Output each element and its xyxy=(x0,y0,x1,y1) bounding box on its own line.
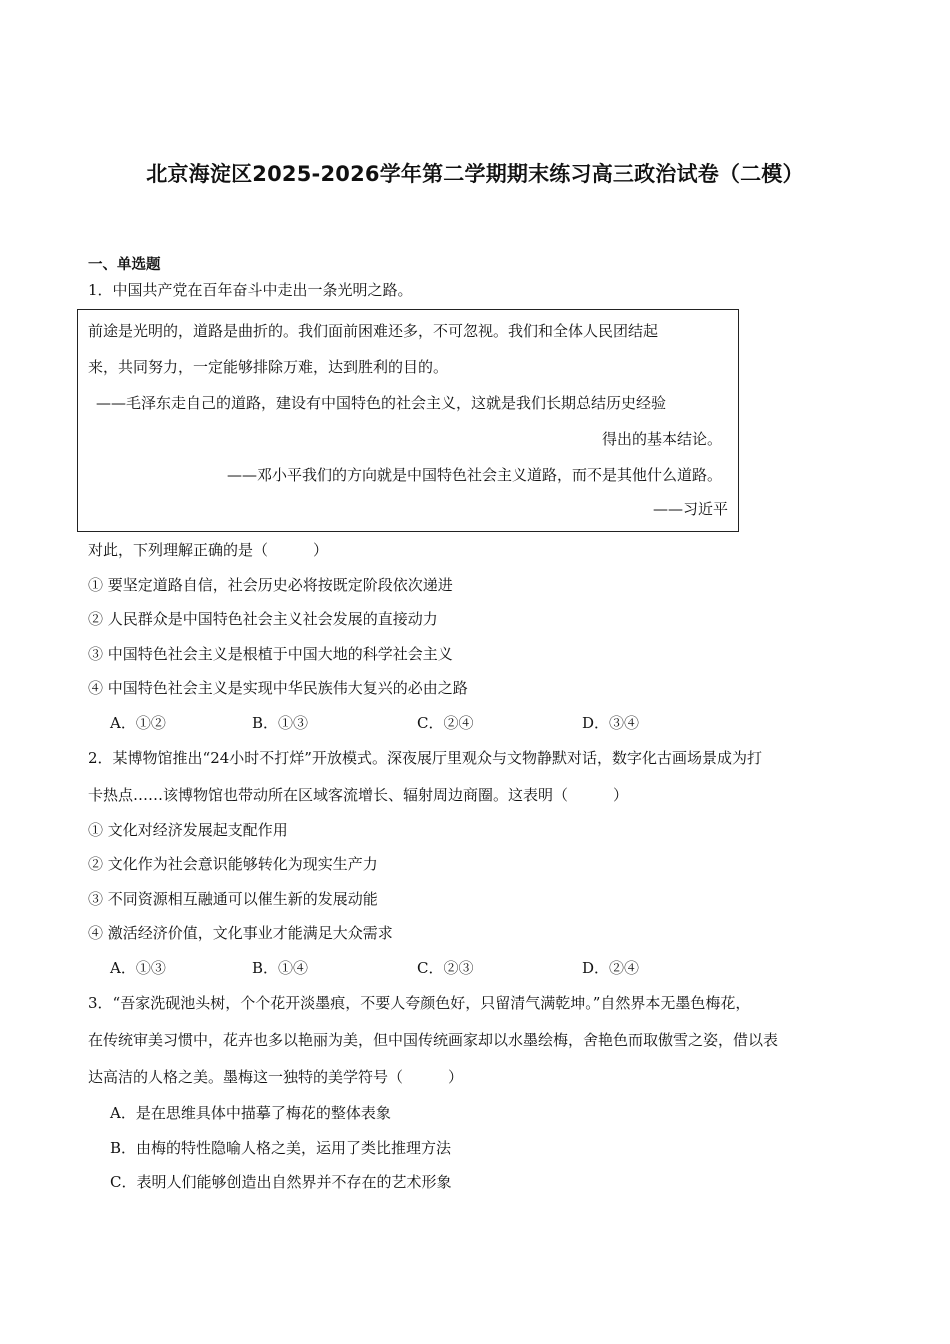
section-heading: 一、单选题 xyxy=(88,257,161,273)
question-3-stem: 在传统审美习惯中，花卉也多以艳丽为美，但中国传统画家却以水墨绘梅，舍艳色而取傲雪之姿，借以表 xyxy=(88,1031,779,1049)
quote-attribution: ——毛泽东走自己的道路，建设有中国特色的社会主义，这就是我们长期总结历史经验 xyxy=(96,394,667,412)
statement-item: ③ 不同资源相互融通可以催生新的发展动能 xyxy=(88,890,378,908)
quote-line: 得出的基本结论。 xyxy=(601,430,722,448)
statement-item: ③ 中国特色社会主义是根植于中国大地的科学社会主义 xyxy=(88,645,453,663)
quote-line: 来，共同努力，一定能够排除万难，达到胜利的目的。 xyxy=(88,358,449,376)
answer-option-d: D．②④ xyxy=(582,959,640,977)
statement-item: ② 文化作为社会意识能够转化为现实生产力 xyxy=(88,855,378,873)
question-3-stem: 3．“吾家洗砚池头树，个个花开淡墨痕，不要人夸颜色好，只留清气满乾坤。”自然界本无墨色梅花， xyxy=(88,994,751,1012)
answer-option-c: C．表明人们能够创造出自然界并不存在的艺术形象 xyxy=(110,1173,452,1191)
quote-attribution: ——邓小平我们的方向就是中国特色社会主义道路，而不是其他什么道路。 xyxy=(226,466,722,484)
answer-option-b: B．由梅的特性隐喻人格之美，运用了类比推理方法 xyxy=(110,1139,452,1157)
statement-item: ① 文化对经济发展起支配作用 xyxy=(88,821,288,839)
answer-option-c: C．②③ xyxy=(417,959,474,977)
answer-option-b: B．①④ xyxy=(252,959,309,977)
answer-option-a: A．是在思维具体中描摹了梅花的整体表象 xyxy=(110,1104,391,1122)
answer-option-a: A．①③ xyxy=(110,959,166,977)
statement-item: ④ 激活经济价值，文化事业才能满足大众需求 xyxy=(88,924,393,942)
question-3-stem: 达高洁的人格之美。墨梅这一独特的美学符号（ ） xyxy=(88,1068,464,1086)
quote-box xyxy=(77,309,739,532)
answer-option-a: A．①② xyxy=(110,714,166,732)
statement-item: ④ 中国特色社会主义是实现中华民族伟大复兴的必由之路 xyxy=(88,679,468,697)
page-title: 北京海淀区2025-2026学年第二学期期末练习高三政治试卷（二模） xyxy=(146,162,804,186)
question-2-stem: 卡热点……该博物馆也带动所在区域客流增长、辐射周边商圈。这表明（ ） xyxy=(88,786,629,804)
quote-attribution: ——习近平 xyxy=(652,500,728,518)
question-2-stem: 2．某博物馆推出“24小时不打烊”开放模式。深夜展厅里观众与文物静默对话，数字化古画场景成为打 xyxy=(88,749,762,767)
question-1-prompt: 对此，下列理解正确的是（ ） xyxy=(88,541,329,559)
answer-option-d: D．③④ xyxy=(582,714,640,732)
question-1-stem: 1．中国共产党在百年奋斗中走出一条光明之路。 xyxy=(88,281,413,299)
answer-option-c: C．②④ xyxy=(417,714,474,732)
statement-item: ② 人民群众是中国特色社会主义社会发展的直接动力 xyxy=(88,610,438,628)
statement-item: ① 要坚定道路自信，社会历史必将按既定阶段依次递进 xyxy=(88,576,453,594)
answer-option-b: B．①③ xyxy=(252,714,309,732)
quote-line: 前途是光明的，道路是曲折的。我们面前困难还多，不可忽视。我们和全体人民团结起 xyxy=(88,322,659,340)
